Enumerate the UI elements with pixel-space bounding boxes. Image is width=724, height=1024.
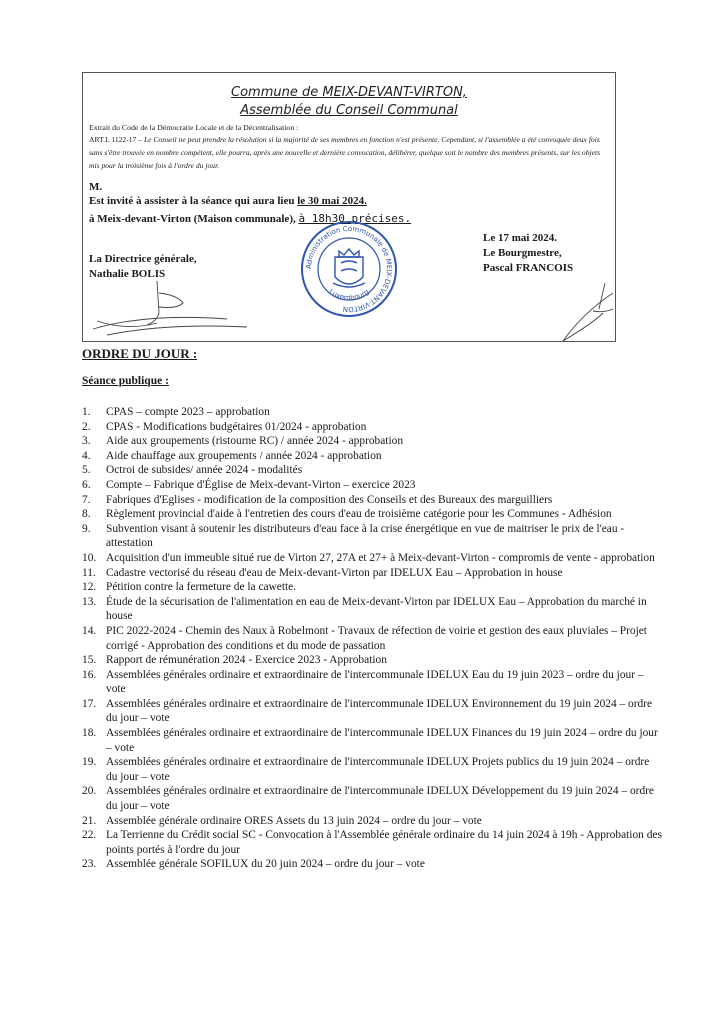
- agenda-item: [82, 755, 662, 784]
- agenda-item: [82, 522, 662, 551]
- agenda-item-text: Subvention visant à soutenir les distributeurs d'eau face à la crise énergétique en vue de maitriser le prix de l'eau - attestation: [106, 522, 625, 550]
- director-name: Nathalie BOLIS: [89, 268, 166, 280]
- article-text: – Le Conseil ne peut prendre la résolution si la majorité de ses membres en fonction n'est présente. Cependant, si l'assemblée a été convoquée deux fois sans s'être trouvée en nombre compétent, elle pourra, après une nouvelle et dernière convocation, délibérer, quelque soit le nombre des membres présents, sur les objets mis pour la troisième fois à l'ordre du jour.: [89, 135, 601, 170]
- agenda-item-number: 22.: [82, 829, 97, 842]
- agenda-item-number: 23.: [82, 858, 97, 871]
- agenda-item-number: 11.: [82, 566, 96, 579]
- agenda-item-number: 1.: [82, 406, 91, 418]
- convocation-box: [82, 72, 616, 342]
- agenda-item: [82, 478, 662, 493]
- agenda-item-number: 13.: [82, 595, 97, 608]
- agenda-item: [82, 551, 662, 566]
- agenda-item-text: Assemblées générales ordinaire et extraordinaire de l'intercommunale IDELUX Eau du 19 juin 2023 – ordre du jour – vote: [106, 668, 644, 696]
- agenda-item-number: 18.: [82, 727, 97, 740]
- agenda-item-number: 9.: [82, 522, 91, 535]
- agenda-item: [82, 449, 662, 464]
- public-session-heading: Séance publique :: [82, 375, 169, 387]
- director-role: La Directrice générale,: [89, 253, 197, 265]
- assembly-title: Assemblée du Conseil Communal: [240, 103, 458, 118]
- agenda-item-number: 8.: [82, 508, 91, 521]
- agenda-item-text: PIC 2022-2024 - Chemin des Naux à Robelmont - Travaux de réfection de voirie et gestion des eaux pluviales – Projet corrigé - Approbation des conditions et du mode de passation: [106, 624, 647, 652]
- agenda-item: [82, 726, 662, 755]
- meeting-date: le 30 mai 2024.: [297, 195, 367, 207]
- agenda-item: [82, 493, 662, 508]
- seal-text: Administration Communale de MEIX-DEVANT-VIRTON: [304, 224, 394, 314]
- agenda-item-number: 7.: [82, 493, 91, 506]
- agenda-item: [82, 420, 662, 435]
- agenda-item-number: 16.: [82, 668, 97, 681]
- mayor-handwritten-signature-icon: [463, 273, 613, 343]
- agenda-item-text: CPAS – compte 2023 – approbation: [106, 406, 270, 418]
- agenda-item: [82, 653, 662, 668]
- agenda-item: [82, 507, 662, 522]
- agenda-item-text: Assemblées générales ordinaire et extraordinaire de l'intercommunale IDELUX Développement du 19 juin 2024 – ordre du jour – vote: [106, 785, 654, 813]
- agenda-item-number: 10.: [82, 551, 97, 564]
- agenda-item: [82, 828, 662, 857]
- agenda-item-number: 14.: [82, 624, 97, 637]
- agenda-item: [82, 566, 662, 581]
- agenda-item-text: Aide aux groupements (ristourne RC) / année 2024 - approbation: [106, 435, 404, 448]
- agenda-item-text: La Terrienne du Crédit social SC - Convocation à l'Assemblée générale ordinaire du 14 juin 2024 à 19h - Approbation des points portés à l'ordre du jour: [106, 829, 662, 856]
- agenda-item-number: 12.: [82, 581, 97, 594]
- agenda-item-text: Aide chauffage aux groupements / année 2024 - approbation: [106, 449, 382, 462]
- svg-text:Luxembourg: [328, 288, 371, 302]
- agenda-list: [82, 405, 662, 872]
- agenda-item-text: Cadastre vectorisé du réseau d'eau de Meix-devant-Virton par IDELUX Eau – Approbation in house: [106, 566, 563, 579]
- agenda-item-text: Assemblées générales ordinaire et extraordinaire de l'intercommunale IDELUX Projets publics du 19 juin 2024 – ordre du jour – vote: [106, 756, 650, 783]
- agenda-item: [82, 463, 662, 478]
- agenda-item-text: Acquisition d'un immeuble situé rue de Virton 27, 27A et 27+ à Meix-devant-Virton - compromis de vente - approbation: [106, 551, 655, 564]
- invitation-prefix: Est invité à assister à la séance qui aura lieu: [89, 195, 298, 207]
- director-handwritten-signature-icon: [87, 273, 257, 343]
- agenda-item-text: Règlement provincial d'aide à l'entretien des cours d'eau de troisième catégorie pour les Communes - Adhésion: [106, 508, 612, 521]
- agenda-item-number: 21.: [82, 814, 97, 827]
- agenda-item: [82, 814, 662, 829]
- agenda-item-text: Assemblées générales ordinaire et extraordinaire de l'intercommunale IDELUX Finances du 19 juin 2024 – ordre du jour – vote: [106, 727, 658, 754]
- agenda-item-number: 20.: [82, 785, 97, 798]
- salutation: M.: [89, 181, 103, 193]
- agenda-item: [82, 624, 662, 653]
- agenda-item-text: Assemblée générale ordinaire ORES Assets du 13 juin 2024 – ordre du jour – vote: [106, 814, 482, 827]
- agenda-heading: ORDRE DU JOUR :: [82, 346, 198, 361]
- agenda-item-text: Fabriques d'Eglises - modification de la composition des Conseils et des Bureaux des marguilliers: [106, 493, 553, 506]
- agenda-item-text: Octroi de subsides/ année 2024 - modalités: [106, 464, 303, 477]
- letter-date: Le 17 mai 2024.: [483, 232, 557, 244]
- mayor-signature-block: [483, 231, 573, 276]
- agenda-item: [82, 434, 662, 449]
- agenda-item-number: 6.: [82, 478, 91, 491]
- extract-article: [89, 133, 609, 172]
- agenda-item-text: Compte – Fabrique d'Église de Meix-devant-Virton – exercice 2023: [106, 478, 416, 491]
- article-reference: ART.L 1122-17: [89, 135, 137, 144]
- agenda-item: [82, 697, 662, 726]
- agenda-item-number: 17.: [82, 697, 97, 710]
- agenda-item-text: Pétition contre la fermeture de la cawette.: [106, 581, 297, 594]
- agenda-item-number: 2.: [82, 420, 91, 433]
- agenda-item: [82, 668, 662, 697]
- commune-title: Commune de MEIX-DEVANT-VIRTON,: [231, 85, 467, 100]
- location-prefix: à Meix-devant-Virton (Maison communale),: [89, 213, 299, 225]
- agenda-item-number: 3.: [82, 435, 91, 448]
- extract-heading: Extrait du Code de la Démocratie Locale et de la Décentralisation :: [89, 123, 299, 132]
- invitation-line: [89, 195, 367, 207]
- agenda-item-number: 15.: [82, 654, 97, 667]
- agenda-item-text: Étude de la sécurisation de l'alimentation en eau de Meix-devant-Virton par IDELUX Eau – Approbation du marché in house: [106, 595, 647, 623]
- meeting-time: à 18h30 précises.: [298, 212, 412, 225]
- agenda-item-number: 4.: [82, 449, 91, 462]
- agenda-item: [82, 784, 662, 813]
- agenda-item-number: 19.: [82, 756, 97, 769]
- agenda-item-number: 5.: [82, 464, 91, 477]
- agenda-item-text: CPAS - Modifications budgétaires 01/2024 - approbation: [106, 420, 367, 433]
- mayor-name: Pascal FRANCOIS: [483, 262, 574, 274]
- agenda-item: [82, 580, 662, 595]
- agenda-item-text: Assemblée générale SOFILUX du 20 juin 2024 – ordre du jour – vote: [106, 858, 425, 871]
- seal-bottom-text: Luxembourg: [327, 287, 371, 303]
- agenda-item: [82, 595, 662, 624]
- coat-of-arms-icon: [333, 249, 365, 287]
- agenda-item-text: Assemblées générales ordinaire et extraordinaire de l'intercommunale IDELUX Environnement du 19 juin 2024 – ordre du jour – vote: [106, 697, 653, 725]
- agenda-item: [82, 405, 662, 420]
- commune-seal-stamp: [299, 219, 399, 319]
- agenda-item-text: Rapport de rémunération 2024 - Exercice 2023 - Approbation: [106, 654, 387, 667]
- mayor-role: Le Bourgmestre,: [483, 247, 562, 259]
- agenda-item: [82, 857, 662, 872]
